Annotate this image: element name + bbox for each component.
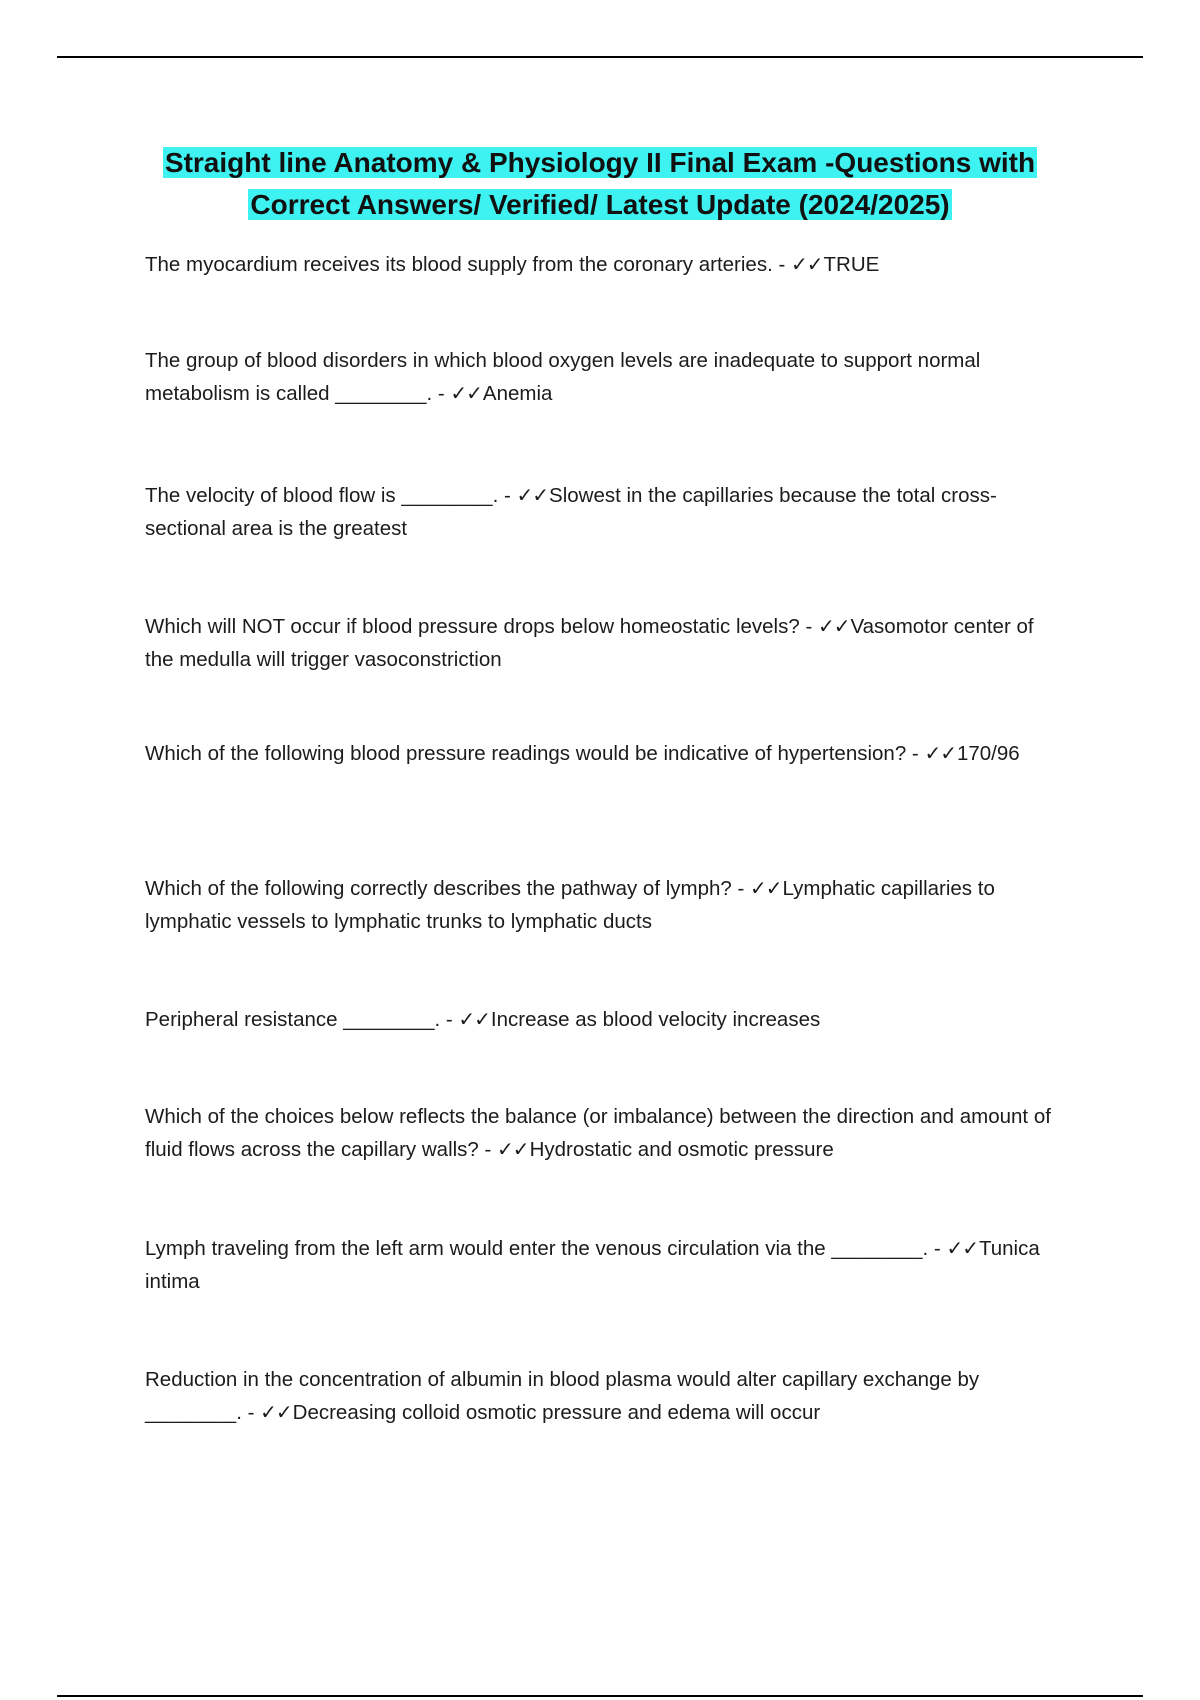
title-line-2: Correct Answers/ Verified/ Latest Update (2024/2025) [250, 189, 950, 220]
question-text: Peripheral resistance ________. [145, 1008, 441, 1031]
qa-item-8 [145, 1100, 1065, 1166]
separator: - [731, 877, 751, 900]
qa-item-3 [145, 479, 1065, 545]
check-icon: ✓✓ [924, 741, 956, 765]
check-icon: ✓✓ [750, 876, 782, 900]
question-text: The myocardium receives its blood supply from the coronary arteries. [145, 253, 773, 276]
answer-text: 170/96 [956, 742, 1020, 765]
answer-text: Anemia [482, 382, 553, 405]
separator: - [906, 742, 925, 765]
qa-item-2 [145, 344, 1065, 410]
answer-text: Hydrostatic and osmotic pressure [529, 1138, 834, 1161]
check-icon: ✓✓ [516, 483, 549, 507]
document-title [0, 142, 1200, 226]
qa-item-6 [145, 872, 1065, 938]
answer-text: Increase as blood velocity increases [490, 1008, 821, 1031]
question-text: Lymph traveling from the left arm would enter the venous circulation via the ________. [145, 1237, 929, 1260]
qa-item-1 [145, 248, 1065, 281]
separator: - [440, 1008, 459, 1031]
check-icon: ✓✓ [791, 252, 823, 276]
check-icon: ✓✓ [450, 381, 482, 405]
qa-item-4 [145, 610, 1065, 676]
question-text: The velocity of blood flow is ________. [145, 484, 499, 507]
separator: - [498, 484, 517, 507]
separator: - [928, 1237, 947, 1260]
separator: - [241, 1401, 261, 1424]
title-line-1: Straight line Anatomy & Physiology II Final Exam -Questions with [164, 147, 1036, 178]
check-icon: ✓✓ [458, 1007, 490, 1031]
check-icon: ✓✓ [817, 614, 850, 638]
qa-item-9 [145, 1232, 1065, 1298]
question-text: Which of the following blood pressure readings would be indicative of hypertension? [145, 742, 907, 765]
question-text: Which of the choices below reflects the balance (or imbalance) between the direction and amount of fluid flows across the capillary walls? [145, 1105, 1051, 1161]
answer-text: TRUE [823, 253, 880, 276]
separator: - [772, 253, 792, 276]
separator: - [478, 1138, 498, 1161]
answer-text: Tunica intima [145, 1237, 1040, 1293]
answer-text: Slowest in the capillaries because the total cross-sectional area is the greatest [145, 484, 997, 540]
qa-item-5 [145, 737, 1065, 770]
question-text: Reduction in the concentration of albumin in blood plasma would alter capillary exchange by ________. [145, 1368, 980, 1424]
top-rule [57, 56, 1143, 58]
question-text: The group of blood disorders in which blood oxygen levels are inadequate to support normal metabolism is called ________. [145, 349, 981, 405]
check-icon: ✓✓ [260, 1400, 292, 1424]
bottom-rule [57, 1695, 1143, 1697]
separator: - [799, 615, 818, 638]
answer-text: Decreasing colloid osmotic pressure and edema will occur [292, 1401, 821, 1424]
check-icon: ✓✓ [946, 1236, 978, 1260]
answer-text: Vasomotor center of the medulla will trigger vasoconstriction [145, 615, 1034, 671]
check-icon: ✓✓ [497, 1137, 529, 1161]
question-text: Which will NOT occur if blood pressure drops below homeostatic levels? [145, 615, 800, 638]
separator: - [432, 382, 451, 405]
qa-item-10 [145, 1363, 1065, 1429]
question-text: Which of the following correctly describes the pathway of lymph? [145, 877, 732, 900]
qa-item-7 [145, 1003, 1065, 1036]
answer-text: Lymphatic capillaries to lymphatic vessels to lymphatic trunks to lymphatic ducts [145, 877, 995, 933]
